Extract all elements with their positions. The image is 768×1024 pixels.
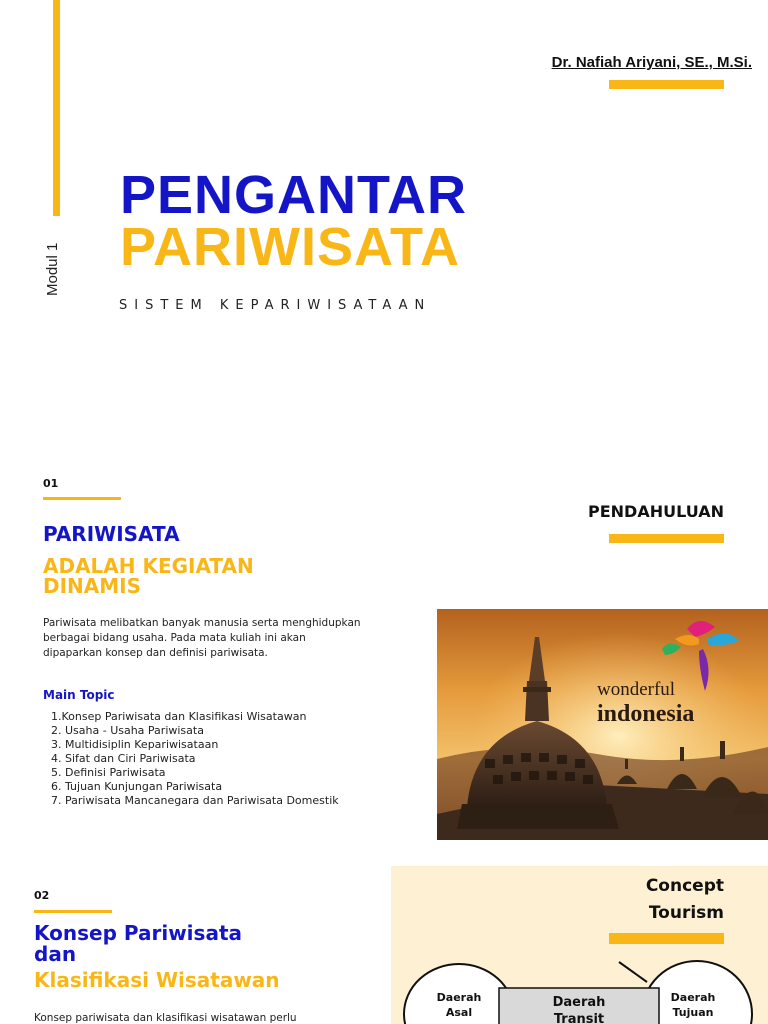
heading-kegiatan-line1: ADALAH KEGIATAN <box>43 554 254 578</box>
list-item: 5. Definisi Pariwisata <box>51 766 166 779</box>
svg-text:Asal: Asal <box>445 1006 473 1019</box>
list-item: 3. Multidisiplin Kepariwisataan <box>51 738 219 751</box>
svg-text:Daerah: Daerah <box>552 995 606 1010</box>
svg-text:Tujuan: Tujuan <box>672 1006 714 1019</box>
heading-konsep-line2: dan <box>34 942 77 966</box>
svg-text:indonesia: indonesia <box>597 701 695 727</box>
section-number-bar <box>34 910 112 913</box>
heading-pariwisata: PARIWISATA <box>43 522 180 546</box>
concept-tourism-title: Concept Tourism <box>645 876 724 923</box>
intro-paragraph: Pariwisata melibatkan banyak manusia serta menghidupkan berbagai bidang usaha. Pada mata kuliah ini akan dipaparkan konsep dan definisi pariwisata. <box>43 617 361 659</box>
list-item: 4. Sifat dan Ciri Pariwisata <box>51 752 196 765</box>
svg-text:Transit: Transit <box>553 1012 605 1024</box>
topic-list <box>51 710 339 808</box>
main-topic-label: Main Topic <box>43 688 115 702</box>
section-number-02: 02 <box>34 889 50 902</box>
tourism-system-diagram <box>391 944 768 1024</box>
heading-klasifikasi: Klasifikasi Wisatawan <box>34 968 280 992</box>
title-line-2: PARIWISATA <box>120 217 460 277</box>
heading-konsep-line1: Konsep Pariwisata <box>34 921 242 945</box>
svg-text:wonderful: wonderful <box>597 679 676 700</box>
svg-text:Daerah: Daerah <box>670 991 716 1004</box>
title-line-1: PENGANTAR <box>120 165 468 225</box>
concept-title-bar <box>609 933 724 944</box>
list-item: 7. Pariwisata Mancanegara dan Pariwisata Domestik <box>51 794 339 807</box>
svg-text:Daerah: Daerah <box>436 991 482 1004</box>
section2-paragraph: Konsep pariwisata dan klasifikasi wisatawan perlu <box>34 1012 297 1024</box>
subtitle: SISTEM KEPARIWISATAAN <box>119 298 432 313</box>
section-heading-bar <box>609 534 724 543</box>
author-name: Dr. Nafiah Ariyani, SE., M.Si. <box>551 54 752 71</box>
accent-vertical-bar <box>53 0 60 216</box>
list-item: 1.Konsep Pariwisata dan Klasifikasi Wisatawan <box>51 710 307 723</box>
author-underline-bar <box>609 80 724 89</box>
section-number-01: 01 <box>43 477 59 490</box>
heading-kegiatan-line2: DINAMIS <box>43 574 142 598</box>
section-number-bar <box>43 497 121 500</box>
borobudur-photo <box>437 609 768 840</box>
section-heading-pendahuluan: PENDAHULUAN <box>588 502 724 521</box>
list-item: 6. Tujuan Kunjungan Pariwisata <box>51 780 223 793</box>
list-item: 2. Usaha - Usaha Pariwisata <box>51 724 204 737</box>
module-label: Modul 1 <box>44 242 61 296</box>
